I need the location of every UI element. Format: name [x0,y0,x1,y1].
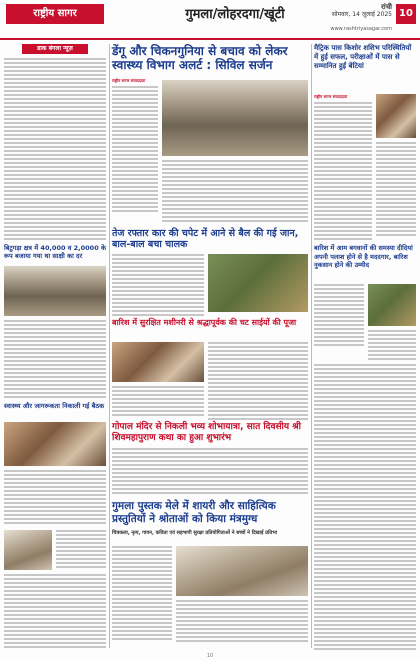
website-label: www.rashtriyasagar.com [330,26,392,32]
story4-body [112,448,308,496]
story3-photo [112,342,204,382]
lead-byline: राष्ट्रीय सागर संवाददाता [112,78,146,83]
story5-subhead: चित्रकला, नृत्य, गायन, कविता एवं सहभागी सुरक्षा प्रतियोगिताओं ने बच्चों ने दिखाई प्रतिभा [112,530,278,536]
right-byline: राष्ट्रीय सागर संवाददाता [314,94,348,99]
right-story2-photo [368,284,416,326]
story2-photo [208,254,308,312]
story3-body [208,342,308,422]
right-lead-headline: मैट्रिक पास किशोर शशिभ परिस्थितियों में हुई सफल, परीक्षाओं में पास से सम्मानित हुईं बेटियां [314,44,412,70]
column-divider [311,44,312,648]
left-story2-headline: बिटुगड़ा क्षत्र में 40,000 व 2,0000 के रूप बजाया गया था साक्षी का दर [4,244,106,260]
story5-photo [176,546,308,596]
center-column [112,44,308,650]
story5-body-left [112,546,172,642]
story5-headline: गुमला पुस्तक मेले में शायरी और साहित्यिक प्रस्तुतियों ने श्रोताओं को किया मंत्रमुग्ध [112,500,276,525]
lead-headline: डेंगू और चिकनगुनिया से बचाव को लेकर स्वास्थ्य विभाग अलर्ट : सिविल सर्जन [112,44,288,72]
story5-body-right [176,600,308,644]
lead-body-left [112,86,158,214]
paper-name-banner: राष्ट्रीय सागर [6,4,104,24]
right-lead-photo [376,94,416,138]
date-label: सोमवार, 14 जुलाई 2025 [331,11,392,18]
left-story2-body [4,320,106,400]
date-box [322,3,392,19]
left-story3-headline: स्वास्थ्य और जागरूकता निकाली गई बैठक [4,402,105,410]
right-story2-headline: बारिश में आम बगवानों की समस्या दीदियां अपनी पलाश होने से है मददगार, बारिश नुकसान होने की उम्मीद [314,244,413,269]
left-story2-photo [4,266,106,316]
left-story3-photo [4,422,106,466]
right-lead-body-right [376,142,416,238]
story2-headline: तेज रफ्तार कार की चपेट में आने से बैल की गई जान, बाल-बाल बचा चालक [112,228,299,250]
right-column [314,44,416,650]
left-story4-body [56,530,106,570]
story3-body-lower [112,386,204,418]
right-story2-body-left [314,284,364,348]
lead-body-right [162,160,308,224]
page-number-badge: 10 [396,4,416,24]
right-story2-body-right [368,330,416,362]
column-divider [109,44,110,648]
story4-headline: गोपाल मंदिर से निकली भव्य शोभायात्रा, सात दिवसीय श्री शिवमहापुराण कथा का हुआ शुभारंभ [112,422,301,443]
masthead [0,0,420,40]
section-label: डाक बंगला न्यूज़ [22,44,88,54]
left-story3-body [4,470,106,526]
edition-title: गुमला/लोहरदगा/खूंटी [185,7,285,22]
city-label: रांची [381,3,392,11]
lead-photo [162,80,308,156]
left-column [4,44,106,650]
page-footer: 10 [206,653,214,659]
left-story5-body [4,574,106,650]
right-story3-body [314,364,416,652]
left-story1-body [4,58,106,242]
body-text-lines [4,58,106,240]
right-lead-body-left [314,102,372,242]
left-story4-photo [4,530,52,570]
story3-headline: बारिश में सुरक्षित मशीनरी से श्रद्धापूर्वक की चट साईयों की पूजा [112,318,297,327]
story2-body-left [112,254,204,318]
